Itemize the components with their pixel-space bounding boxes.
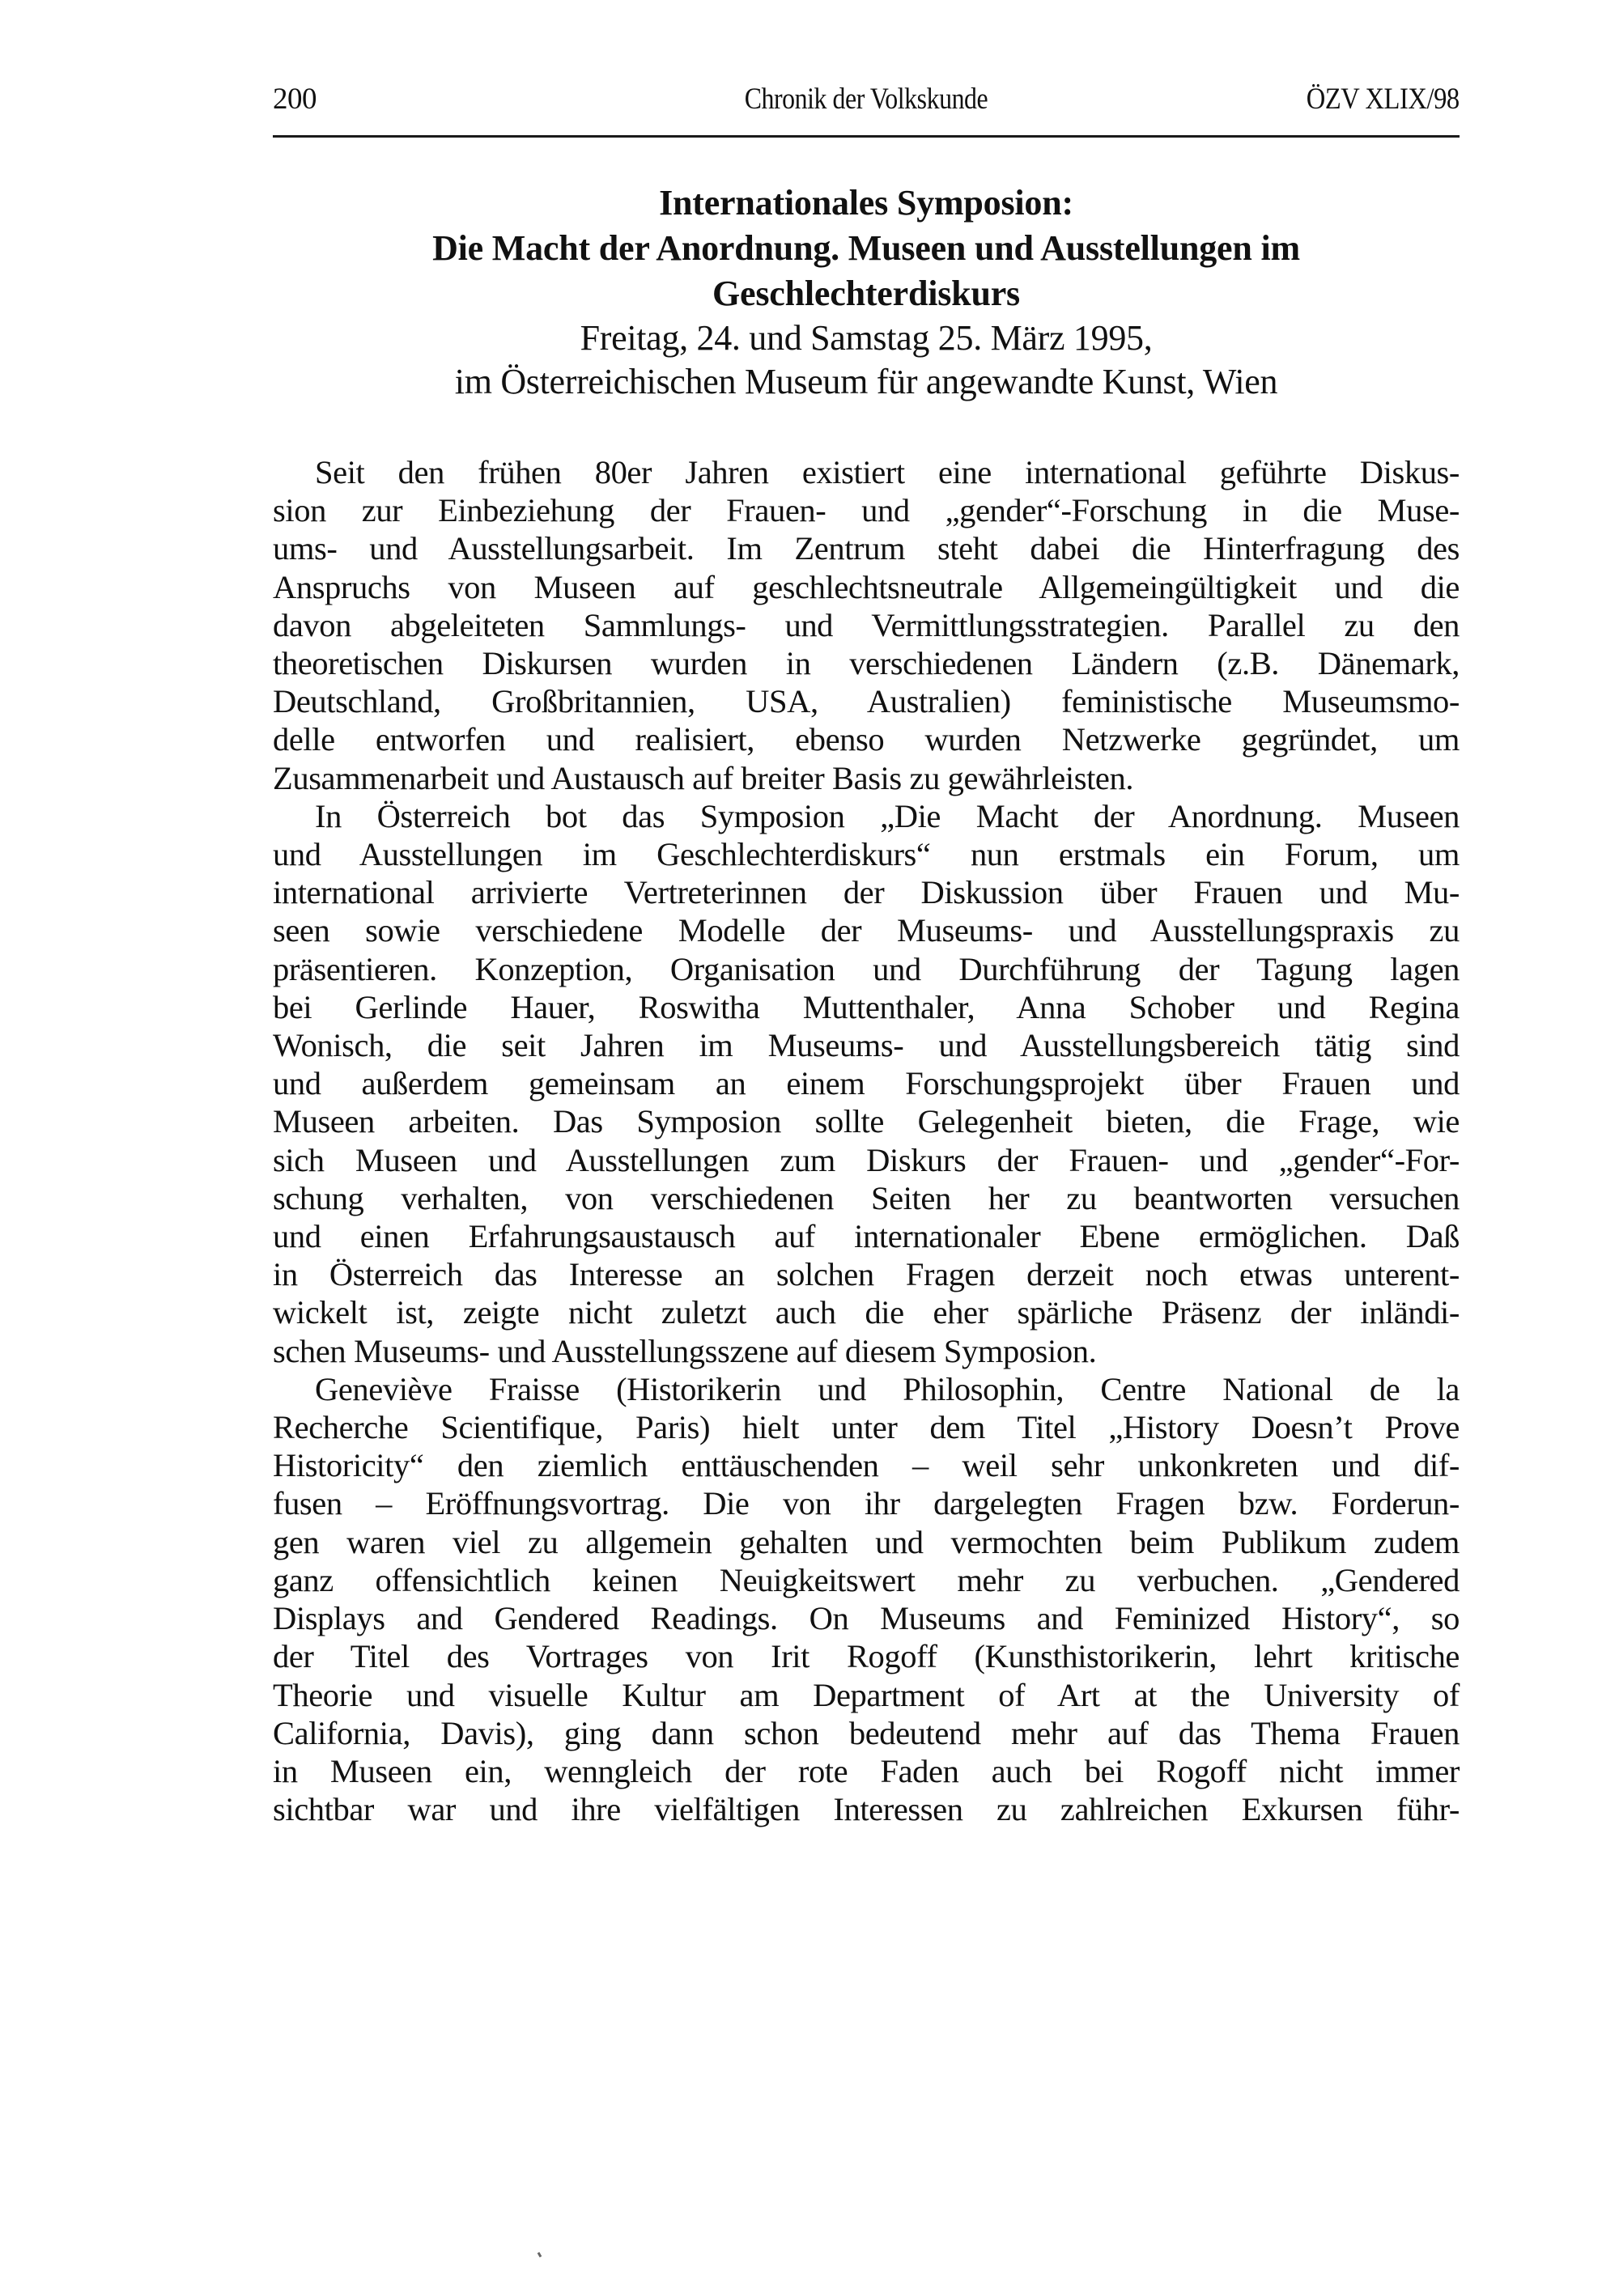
text-line: international arrivierte Vertreterinnen der Diskussion über Frauen und Mu- (273, 874, 1460, 911)
running-head-section: Chronik der Volkskunde (744, 83, 988, 116)
event-venue: im Österreichischen Museum für angewandte Kunst, Wien (454, 362, 1278, 401)
title-line-1: Internationales Symposion: (659, 183, 1073, 223)
text-line: ums- und Ausstellungsarbeit. Im Zentrum steht dabei die Hinterfragung des (273, 530, 1460, 567)
text-line: Anspruchs von Museen auf geschlechtsneutrale Allgemeingültigkeit und die (273, 568, 1460, 605)
text-line: ganz offensichtlich keinen Neuigkeitswert mehr zu verbuchen. „Gendered (273, 1561, 1460, 1598)
running-head-journal: ÖZV XLIX/98 (1307, 83, 1460, 116)
text-line: davon abgeleiteten Sammlungs- und Vermittlungsstrategien. Parallel zu den (273, 606, 1460, 643)
text-line: und außerdem gemeinsam an einem Forschungsprojekt über Frauen und (273, 1065, 1460, 1102)
article-body (273, 453, 1460, 1828)
text-line: seen sowie verschiedene Modelle der Museums- und Ausstellungspraxis zu (273, 912, 1460, 949)
text-line: und einen Erfahrungsaustausch auf internationaler Ebene ermöglichen. Daß (273, 1218, 1460, 1255)
text-line: Geneviève Fraisse (Historikerin und Philosophin, Centre National de la (315, 1370, 1460, 1407)
page-number: 200 (273, 83, 317, 116)
text-line: sion zur Einbeziehung der Frauen- und „gender“-Forschung in die Muse- (273, 492, 1460, 529)
text-line: Seit den frühen 80er Jahren existiert eine international geführte Diskus- (315, 454, 1460, 490)
text-line: in Museen ein, wenngleich der rote Faden auch bei Rogoff nicht immer (273, 1752, 1460, 1789)
text-line: bei Gerlinde Hauer, Roswitha Muttenthaler, Anna Schober und Regina (273, 988, 1460, 1025)
text-line: schung verhalten, von verschiedenen Seiten her zu beantworten versuchen (273, 1179, 1460, 1216)
text-line: theoretischen Diskursen wurden in verschiedenen Ländern (z.B. Dänemark, (273, 645, 1460, 682)
text-line: wickelt ist, zeigte nicht zuletzt auch die eher spärliche Präsenz der inländi- (273, 1294, 1460, 1331)
text-line: sich Museen und Ausstellungen zum Diskurs der Frauen- und „gender“-For- (273, 1141, 1460, 1178)
text-line: sichtbar war und ihre vielfältigen Interessen zu zahlreichen Exkursen führ- (273, 1791, 1460, 1828)
paragraph (273, 797, 1460, 1370)
text-line: Wonisch, die seit Jahren im Museums- und Ausstellungsbereich tätig sind (273, 1027, 1460, 1064)
text-line: Museen arbeiten. Das Symposion sollte Gelegenheit bieten, die Frage, wie (273, 1103, 1460, 1140)
text-line: Deutschland, Großbritannien, USA, Australien) feministische Museumsmo- (273, 683, 1460, 720)
title-line-3: Geschlechterdiskurs (712, 274, 1020, 313)
text-line: in Österreich das Interesse an solchen Fragen derzeit noch etwas unterent- (273, 1256, 1460, 1293)
text-line: der Titel des Vortrages von Irit Rogoff (Kunsthistorikerin, lehrt kritische (273, 1638, 1460, 1675)
text-line: schen Museums- und Ausstellungsszene auf diesem Symposion. (273, 1332, 1097, 1369)
text-line: Historicity“ den ziemlich enttäuschenden – weil sehr unkonkreten und dif- (273, 1447, 1460, 1484)
text-line: Theorie und visuelle Kultur am Department of Art at the University of (273, 1676, 1460, 1713)
text-line: präsentieren. Konzeption, Organisation und Durchführung der Tagung lagen (273, 950, 1460, 987)
text-line: gen waren viel zu allgemein gehalten und vermochten beim Publikum zudem (273, 1523, 1460, 1560)
text-line: Zusammenarbeit und Austausch auf breiter Basis zu gewährleisten. (273, 759, 1134, 796)
text-line: und Ausstellungen im Geschlechterdiskurs“ nun erstmals ein Forum, um (273, 836, 1460, 873)
article-title-block (273, 180, 1460, 404)
text-line: Displays and Gendered Readings. On Museums and Feminized History“, so (273, 1600, 1460, 1637)
document-page (273, 0, 1460, 2296)
text-line: In Österreich bot das Symposion „Die Macht der Anordnung. Museen (315, 797, 1460, 834)
text-line: delle entworfen und realisiert, ebenso wurden Netzwerke gegründet, um (273, 721, 1460, 758)
title-line-2: Die Macht der Anordnung. Museen und Ausstellungen im (432, 228, 1300, 268)
running-head (273, 79, 1460, 120)
paragraph (273, 453, 1460, 797)
header-rule (273, 135, 1460, 138)
text-line: fusen – Eröffnungsvortrag. Die von ihr dargelegten Fragen bzw. Forderun- (273, 1485, 1460, 1522)
text-line: Recherche Scientifique, Paris) hielt unter dem Titel „History Doesn’t Prove (273, 1409, 1460, 1446)
paragraph (273, 1370, 1460, 1828)
event-date: Freitag, 24. und Samstag 25. März 1995, (580, 318, 1153, 358)
text-line: California, Davis), ging dann schon bedeutend mehr auf das Thema Frauen (273, 1714, 1460, 1751)
